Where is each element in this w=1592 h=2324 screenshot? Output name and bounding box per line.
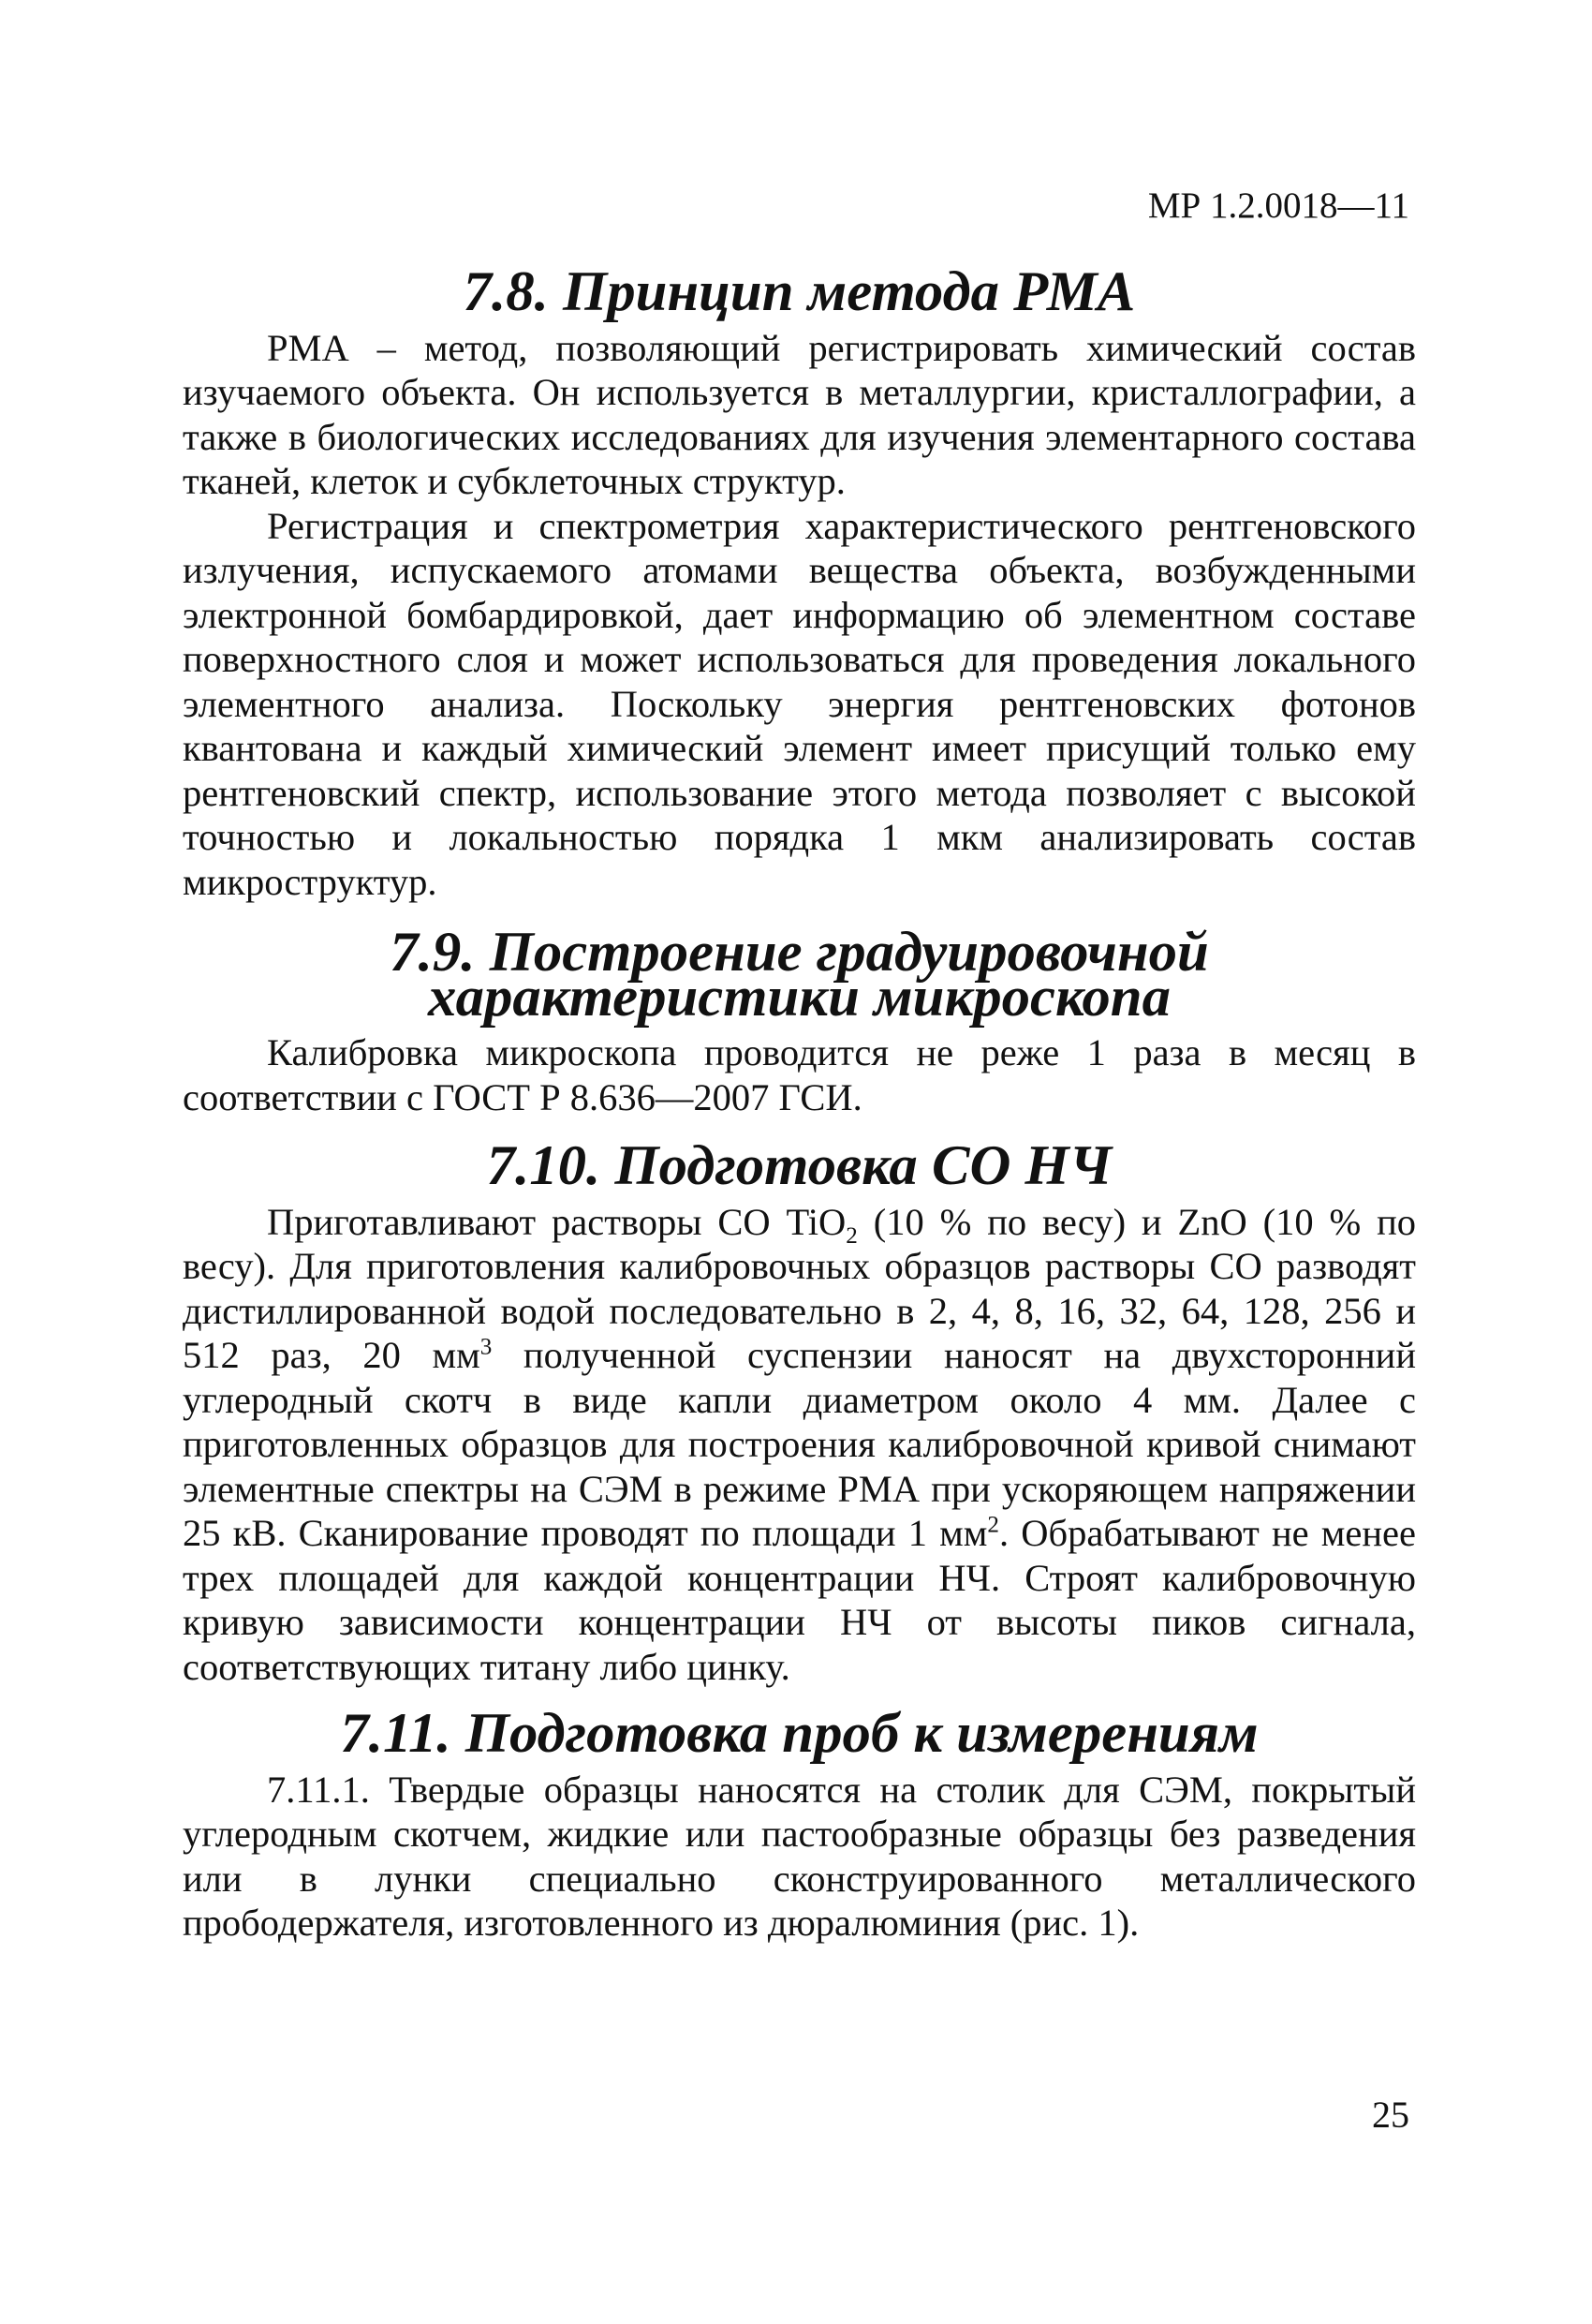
paragraph-7-8-2: Регистрация и спектрометрия характеристического рентгеновского излучения, испускаемого атомами вещества объекта, возбужденными электронной бомбардировкой, дает информацию об элементном составе поверхностного слоя и может использоваться для проведения локального элементного анализа. Поскольку энергия рентгеновских фотонов квантована и каждый химический элемент имеет присущий только ему рентгеновский спектр, использование этого метода позволяет с высокой точностью и локальностью порядка 1 мкм анализировать состав микроструктур. — [183, 504, 1416, 903]
text-run: . Обрабатывают не менее трех площадей для каждой концентрации НЧ. Строят калибровочную кривую зависимости концентрации НЧ от высоты пиков сигнала, соответствующих титану либо цинку. — [183, 1512, 1416, 1688]
section-heading-7-11: 7.11. Подготовка проб к измерениям — [340, 1702, 1259, 1765]
text-run: (10 % по весу) и ZnO (10 % по весу). Для приготовления калибровочных образцов растворы СО разводят дистиллированной водой последовательно в 2, 4, 8, 16, 32, 64, 128, 256 и 512 раз, 20 мм — [183, 1200, 1417, 1376]
document-code: МР 1.2.0018—11 — [1147, 185, 1409, 226]
page-number: 25 — [1372, 2094, 1409, 2136]
paragraph-7-10-1 — [183, 1200, 1416, 1690]
section-heading-7-9: 7.9. Построение градуировочной характеристики микроскопа — [390, 921, 1209, 1029]
subscript: 2 — [846, 1222, 858, 1249]
section-heading-7-8: 7.8. Принцип метода РМА — [463, 260, 1136, 323]
page-content — [183, 260, 1417, 1946]
paragraph-7-11-1: 7.11.1. Твердые образцы наносятся на столик для СЭМ, покрытый углеродным скотчем, жидкие или пастообразные образцы без разведения или в лунки специально сконструированного металлического прободержателя, изготовленного из дюралюминия (рис. 1). — [183, 1768, 1416, 1944]
superscript: 2 — [987, 1512, 999, 1538]
text-run: полученной суспензии наносят на двухсторонний углеродный скотч в виде капли диаметром около 4 мм. Далее с приготовленных образцов для построения калибровочной кривой снимают элементные спектры на СЭМ в режиме РМА при ускоряющем напряжении 25 кВ. Сканирование проводят по площади 1 мм — [183, 1334, 1417, 1554]
text-run: Приготавливают растворы СО TiO — [267, 1200, 847, 1243]
paragraph-7-9-1: Калибровка микроскопа проводится не реже 1 раза в месяц в соответствии с ГОСТ Р 8.636—2007 ГСИ. — [183, 1031, 1416, 1118]
paragraph-7-8-1: РМА – метод, позволяющий регистрировать химический состав изучаемого объекта. Он используется в металлургии, кристаллографии, а также в биологических исследованиях для изучения элементарного состава тканей, клеток и субклеточных структур. — [183, 326, 1416, 502]
superscript: 3 — [479, 1334, 493, 1360]
section-heading-7-10: 7.10. Подготовка СО НЧ — [486, 1134, 1113, 1197]
